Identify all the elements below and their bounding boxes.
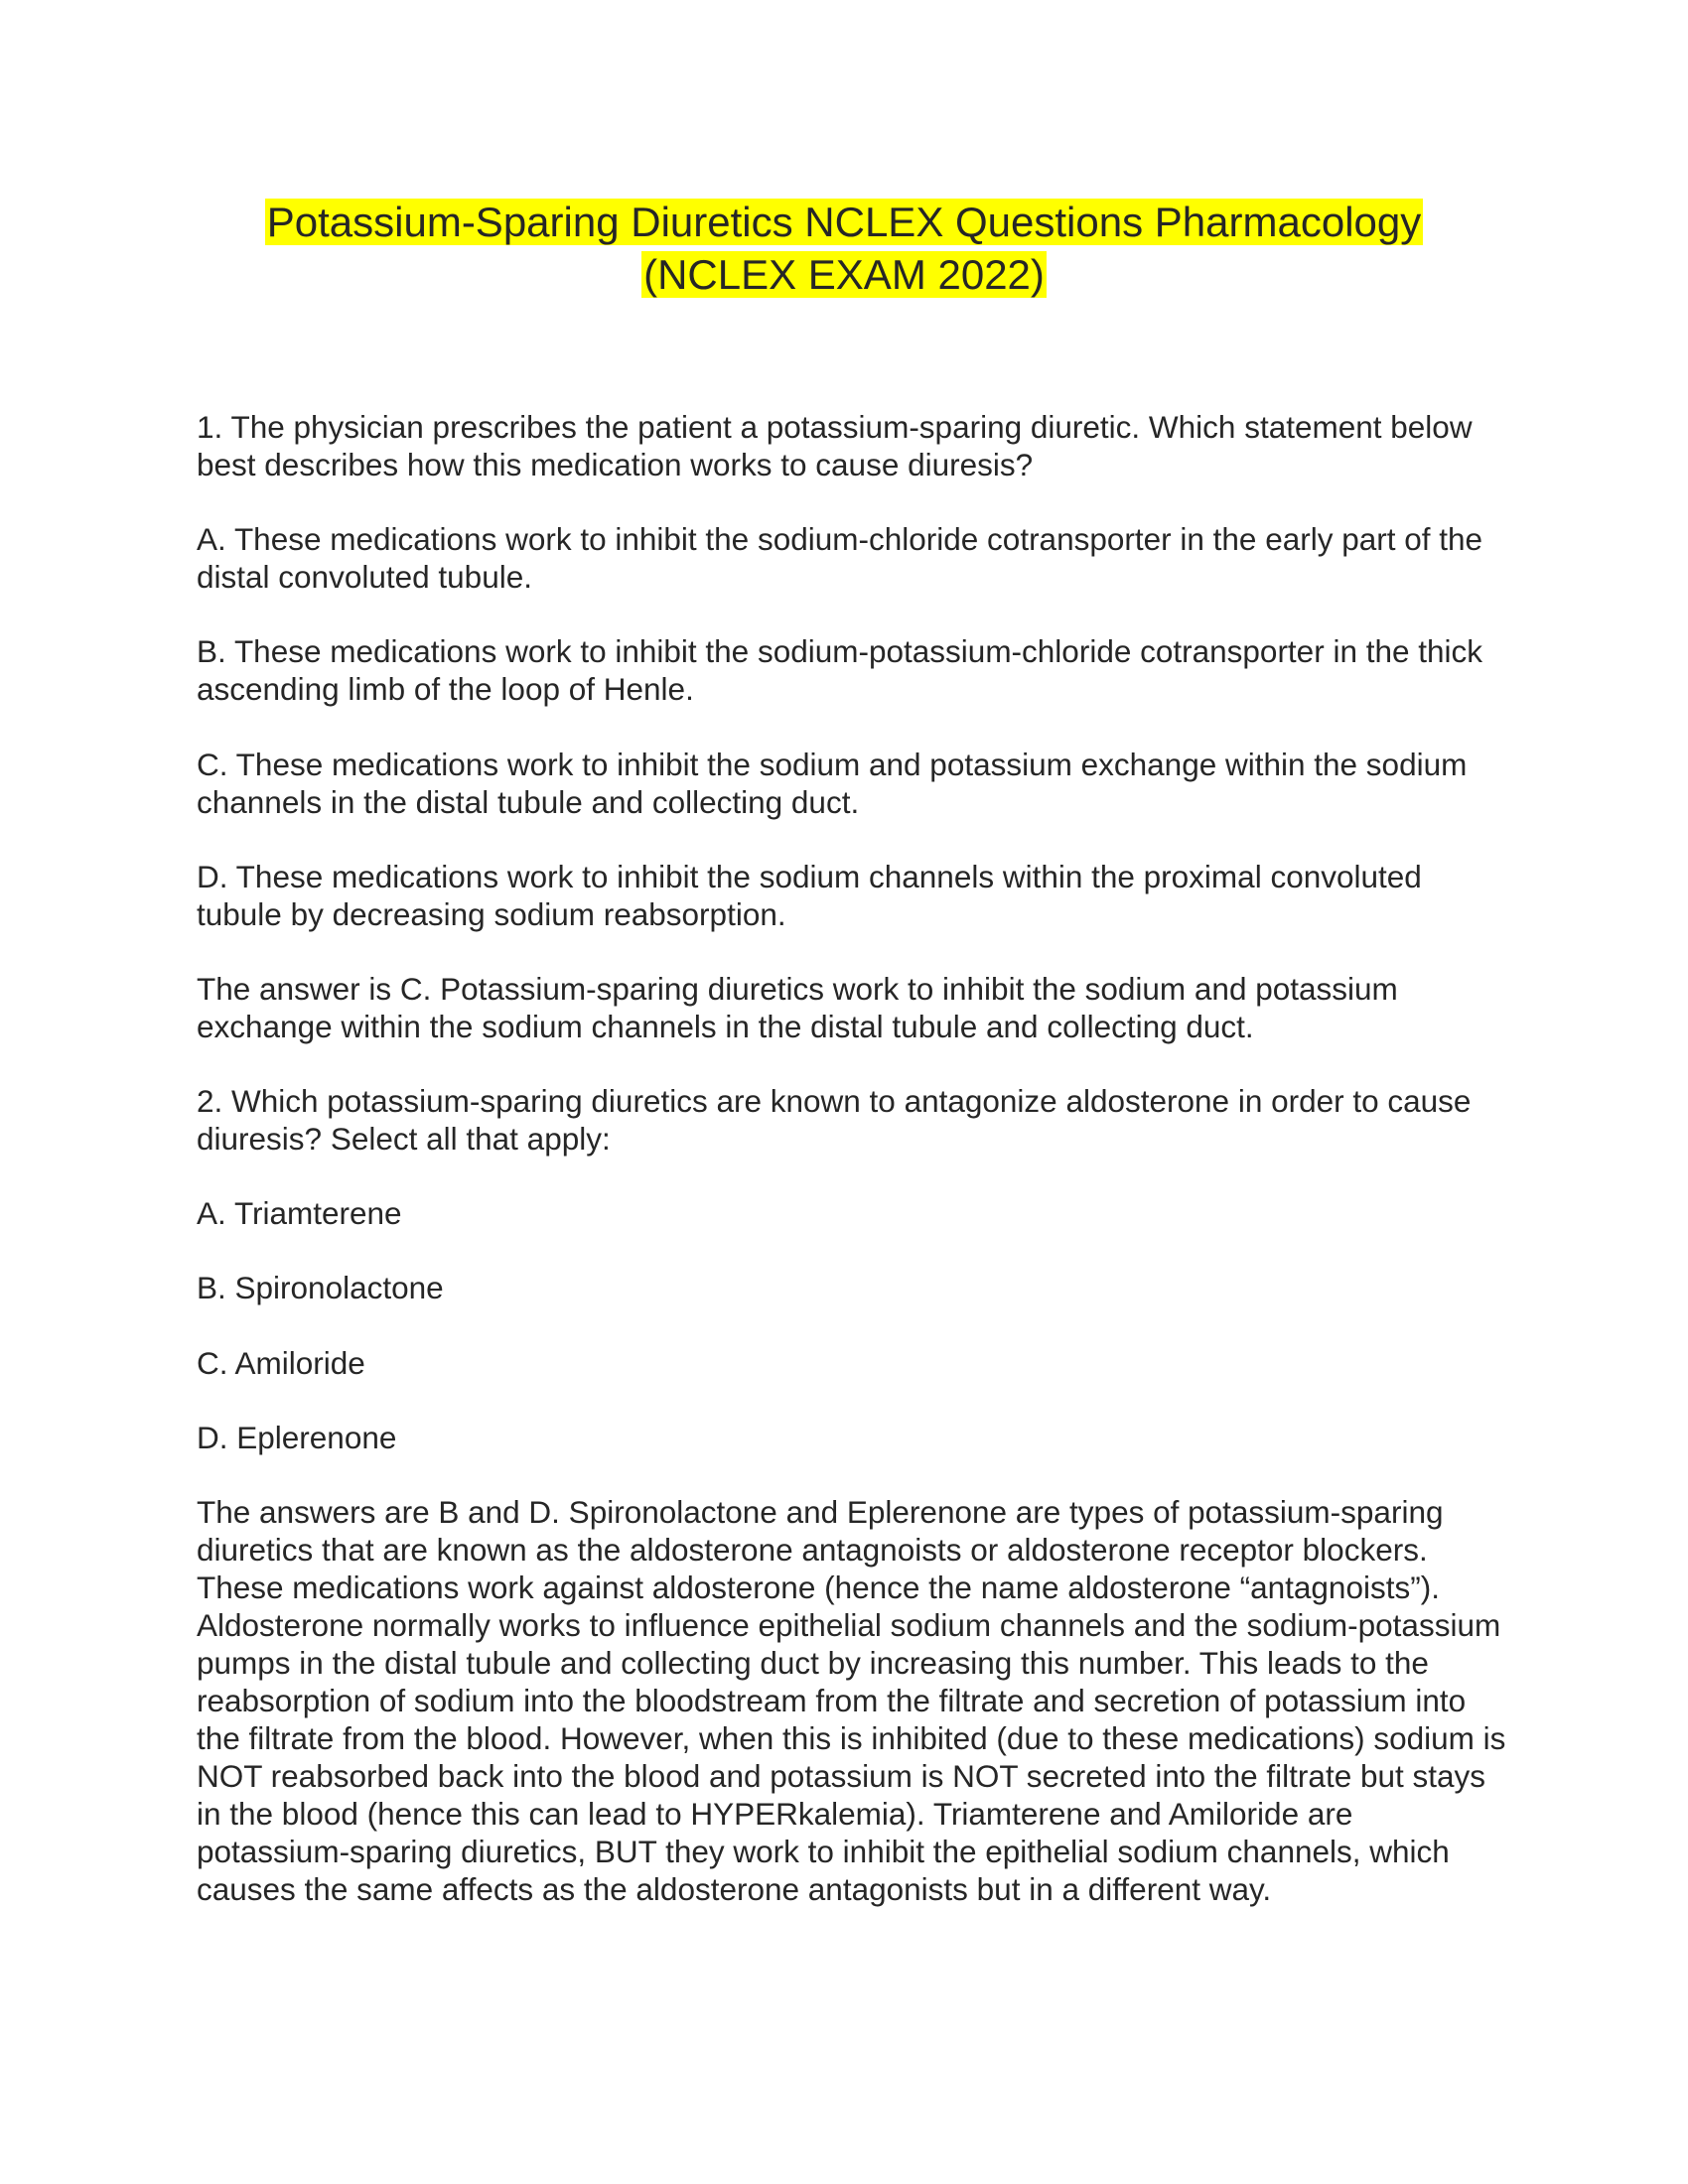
q2-option-b: B. Spironolactone <box>197 1270 444 1305</box>
question-1: 1. The physician prescribes the patient a potassium-sparing diuretic. Which statement below best describes how this medication works to cause diuresis? <box>197 409 1473 482</box>
q2-answer: The answers are B and D. Spironolactone and Eplerenone are types of potassium-sparing diuretics that are known as the aldosterone antagnoists or aldosterone receptor blockers. These medications work against aldosterone (hence the name aldosterone “antagnoists”). Aldosterone normally works to influence epithelial sodium channels and the sodium-potassium pumps in the distal tubule and collecting duct by increasing this number. This leads to the reabsorption of sodium into the bloodstream from the filtrate and secretion of potassium into the filtrate from the blood. However, when this is inhibited (due to these medications) sodium is NOT reabsorbed back into the blood and potassium is NOT secreted into the filtrate but stays in the blood (hence this can lead to HYPERkalemia). Triamterene and Amiloride are potassium-sparing diuretics, BUT they work to inhibit the epithelial sodium channels, which causes the same affects as the aldosterone antagonists but in a different way. <box>197 1494 1506 1907</box>
q2-option-a: A. Triamterene <box>197 1195 402 1231</box>
q2-option-c: C. Amiloride <box>197 1345 365 1381</box>
title-line-2: (NCLEX EXAM 2022) <box>643 251 1045 298</box>
q1-option-b: B. These medications work to inhibit the sodium-potassium-chloride cotransporter in the thick ascending limb of the loop of Henle. <box>197 633 1483 707</box>
q1-option-c: C. These medications work to inhibit the sodium and potassium exchange within the sodium channels in the distal tubule and collecting duct. <box>197 747 1468 820</box>
title-line-1: Potassium-Sparing Diuretics NCLEX Questions Pharmacology <box>266 199 1422 245</box>
q2-option-d: D. Eplerenone <box>197 1420 397 1455</box>
document-title <box>0 196 1688 301</box>
q1-option-d: D. These medications work to inhibit the sodium channels within the proximal convoluted tubule by decreasing sodium reabsorption. <box>197 859 1422 932</box>
q1-answer: The answer is C. Potassium-sparing diuretics work to inhibit the sodium and potassium exchange within the sodium channels in the distal tubule and collecting duct. <box>197 971 1398 1044</box>
question-2: 2. Which potassium-sparing diuretics are known to antagonize aldosterone in order to cause diuresis? Select all that apply: <box>197 1083 1472 1157</box>
q1-option-a: A. These medications work to inhibit the sodium-chloride cotransporter in the early part of the distal convoluted tubule. <box>197 521 1483 595</box>
